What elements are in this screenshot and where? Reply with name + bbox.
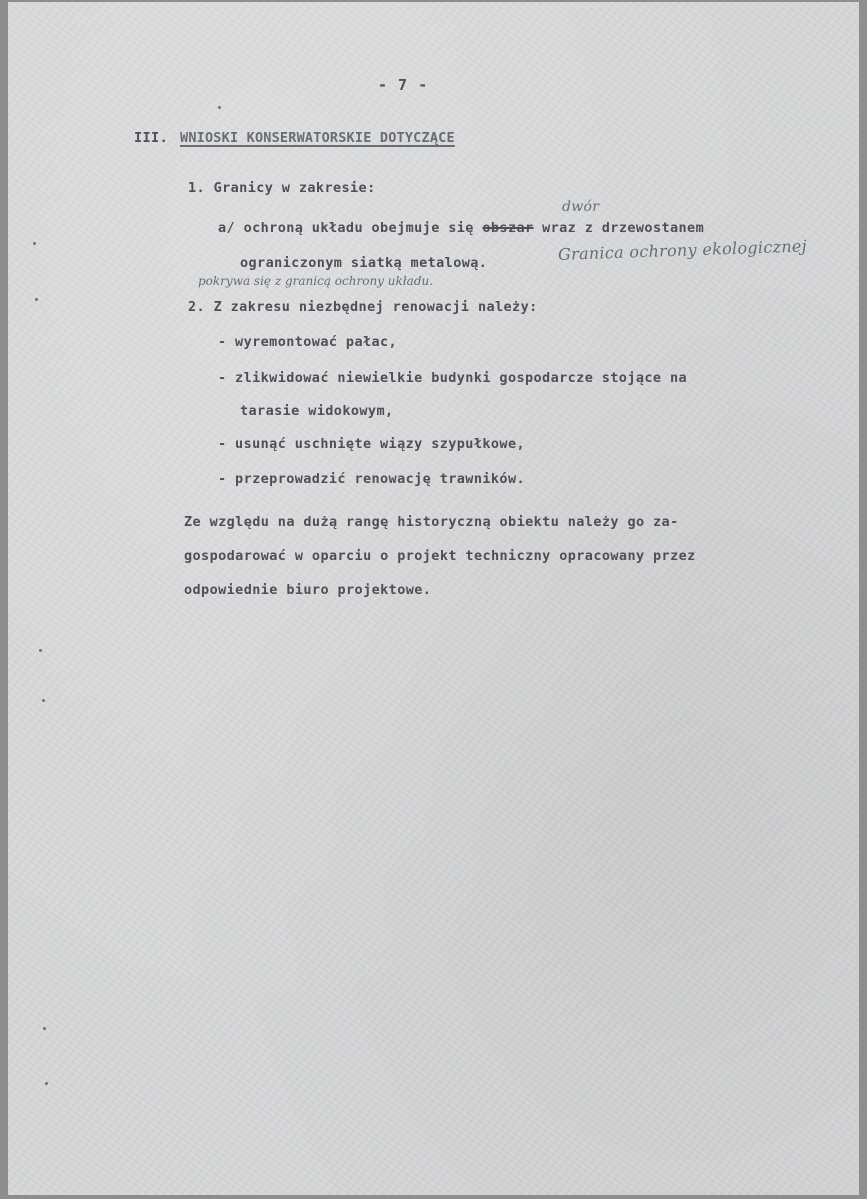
paper-speck [35, 298, 38, 301]
section-numeral: III. [134, 130, 169, 146]
item1-point-a-line1 [218, 220, 704, 236]
section-title: WNIOSKI KONSERWATORSKIE DOTYCZĄCE [180, 130, 455, 146]
item2-bullet-4: - przeprowadzić renowację trawników. [218, 471, 525, 487]
handwritten-note-line2: pokrywa się z granicą ochrony układu. [198, 274, 434, 288]
item2-bullet-2: - zlikwidować niewielkie budynki gospodarcze stojące na [218, 370, 688, 386]
item2-heading: 2. Z zakresu niezbędnej renowacji należy: [188, 299, 538, 315]
paper-speck [43, 1027, 46, 1030]
paper-speck [42, 699, 45, 702]
item2-bullet-3: - usunąć uschnięte wiązy szypułkowe, [218, 436, 525, 452]
handwritten-insert-dwor: dwór [562, 199, 600, 215]
point-a-text-end: wraz z drzewostanem [542, 220, 705, 236]
closing-line-2: gospodarować w oparciu o projekt techniczny opracowany przez [184, 548, 696, 564]
handwritten-note-line1: Granica ochrony ekologicznej [557, 236, 808, 264]
paper-speck [39, 649, 42, 652]
paper-speck [45, 1082, 48, 1085]
item1-heading: 1. Granicy w zakresie: [188, 180, 376, 196]
document-page [8, 2, 859, 1195]
paper-speck [33, 242, 36, 245]
closing-line-1: Ze względu na dużą rangę historyczną obiektu należy go za- [184, 514, 679, 530]
point-a-struck-word: obszar [482, 220, 534, 236]
page-number: - 7 - [378, 76, 429, 94]
item1-point-a-line2: ograniczonym siatką metalową. [240, 255, 488, 271]
item2-bullet-1: - wyremontować pałac, [218, 334, 398, 350]
point-a-text-start: a/ ochroną układu obejmuje się [218, 220, 474, 236]
paper-speck [218, 106, 221, 109]
closing-line-3: odpowiednie biuro projektowe. [184, 582, 432, 598]
item2-bullet-2-cont: tarasie widokowym, [240, 403, 394, 419]
